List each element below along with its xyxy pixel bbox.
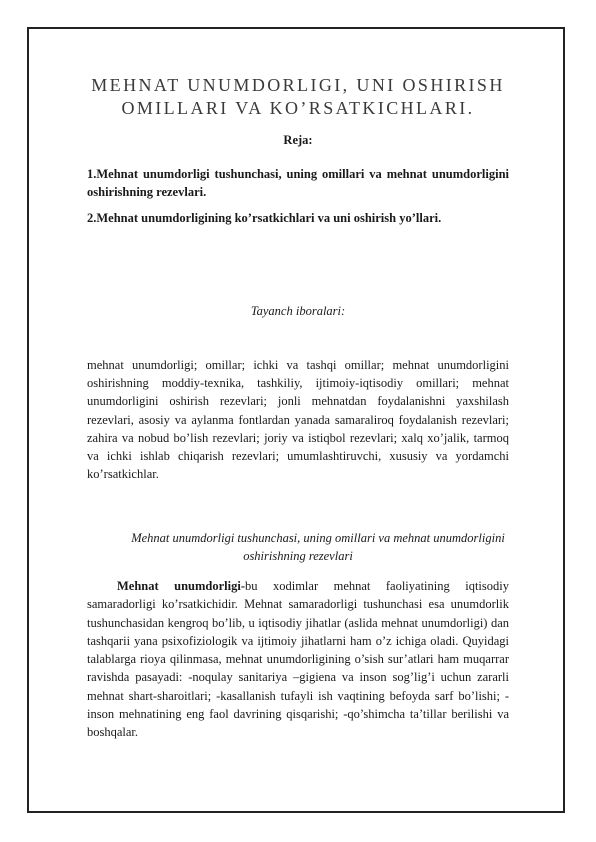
document-title: MEHNAT UNUMDORLIGI, UNI OSHIRISH OMILLARI VA KO’RSATKICHLARI. [91,75,505,119]
body-paragraph [87,577,509,742]
section-heading-line-1: Mehnat unumdorligi tushunchasi, uning omillari va mehnat unumdorligini [131,531,505,545]
plan-heading: Reja: [283,133,313,147]
plan-item-2: 2.Mehnat unumdorligining ko’rsatkichlari va uni oshirish yo’llari. [87,211,442,225]
keywords-paragraph: mehnat unumdorligi; omillar; ichki va tashqi omillar; mehnat unumdorligini oshirishning moddiy-texnika, tashkiliy, ijtimoiy-iqtisodiy omillari; mehnat unumdorligini oshirish rezevlari; jonli mehnatdan foydalanishni yaxshilash rezevlari, asosiy va aylanma fontlardan yanada samaraliroq foydalanish rezevlari; zahira va nobud bo’lish rezevlari; joriy va istiqbol rezevlari; xalq xo’jalik, tarmoq va ichki ishlab chiqarish rezevlari; umumlashtiruvchi, xususiy va yordamchi ko’rsatkichlar. [87,358,509,482]
body-text: bu xodimlar mehnat faoliyatining iqtisodiy samaradorligi ko’rsatkichidir. Mehnat samaradorligi tushunchasi esa unumdorlik tushunchasidan kengroq bo’lib, u iqtisodiy jihatlar (aslida mehnat unumdorligi) dan tashqarii yana psixofiziologik va ijtimoiy jihatlarni ham o’z ichiga oladi. Quyidagi talablarga rioya qilinmasa, mehnat unumdorligining o’sish sur’atlari ham muqarrar ravishda pasayadi: -noqulay sanitariya –gigiena va inson sog’lig’i uchun zararli mehnat shart-sharoitlari; -kasallanish tufayli ish vaqtining befoyda sarf bo’lishi; -inson mehnatining eng faol davrining qisqarishi; -qo’shimcha ta’tillar berilishi va boshqalar. [87,579,509,740]
body-term: Mehnat unumdorligi- [117,579,245,593]
keywords-heading: Tayanch iboralari: [250,304,346,318]
section-heading-line-2: oshirishning rezevlari [243,549,353,563]
plan-item-1: 1.Mehnat unumdorligi tushunchasi, uning omillari va mehnat unumdorligini oshirishning rezevlari. [87,167,509,199]
section-heading [87,529,509,565]
